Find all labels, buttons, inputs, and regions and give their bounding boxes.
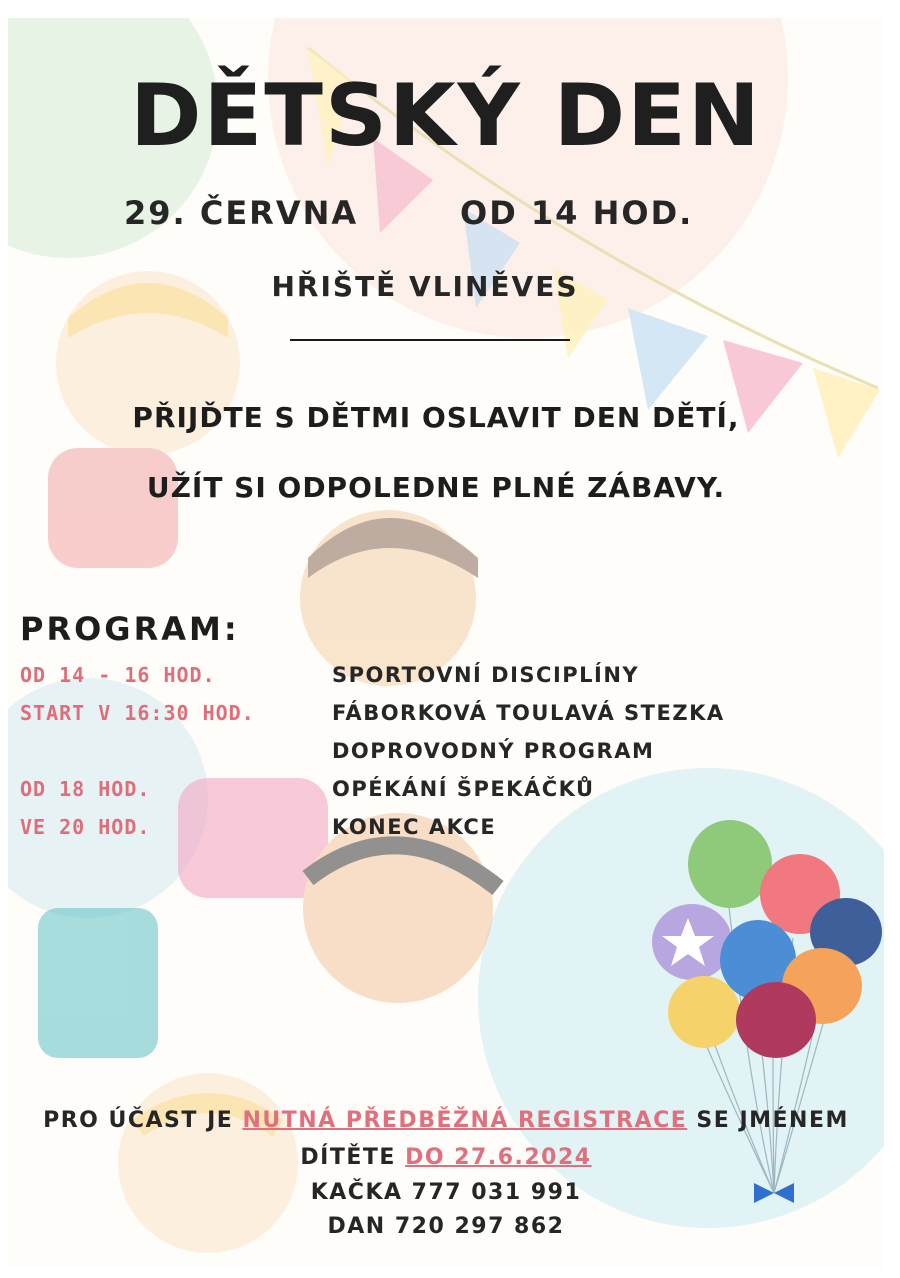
event-date: 29. ČERVNA (124, 194, 359, 232)
slogan-line-1: PŘIJĎTE S DĚTMI OSLAVIT DEN DĚTÍ, (132, 401, 740, 434)
event-time: OD 14 HOD. (460, 194, 694, 232)
contact-2: DAN 720 297 862 (327, 1214, 565, 1239)
poster-title: DĚTSKÝ DEN (130, 66, 762, 166)
program-activity: DOPROVODNÝ PROGRAM (332, 739, 655, 763)
program-activity: SPORTOVNÍ DISCIPLÍNY (332, 663, 640, 687)
program-time: OD 14 - 16 HOD. (20, 663, 216, 687)
divider (290, 339, 570, 341)
registration-line-1 (8, 1108, 884, 1133)
registration-highlight: NUTNÁ PŘEDBĚŽNÁ REGISTRACE (242, 1108, 688, 1133)
contact-1: KAČKA 777 031 991 (310, 1180, 582, 1205)
registration-deadline: DO 27.6.2024 (405, 1145, 592, 1170)
program-time: VE 20 HOD. (20, 815, 151, 839)
slogan-line-2: UŽÍT SI ODPOLEDNE PLNÉ ZÁBAVY. (146, 471, 726, 504)
registration-text: PRO ÚČAST JE (43, 1108, 243, 1133)
program-activity: FÁBORKOVÁ TOULAVÁ STEZKA (332, 701, 725, 725)
program-activity: KONEC AKCE (332, 815, 497, 839)
registration-text: DÍTĚTE (300, 1145, 406, 1170)
poster (8, 18, 884, 1268)
event-place: HŘIŠTĚ VLINĚVES (271, 270, 579, 303)
program-time: START V 16:30 HOD. (20, 701, 255, 725)
registration-text: SE JMÉNEM (687, 1108, 849, 1133)
program-time: OD 18 HOD. (20, 777, 151, 801)
registration-line-2 (8, 1145, 884, 1170)
program-heading: PROGRAM: (20, 610, 240, 648)
program-activity: OPÉKÁNÍ ŠPEKÁČKŮ (332, 777, 595, 801)
